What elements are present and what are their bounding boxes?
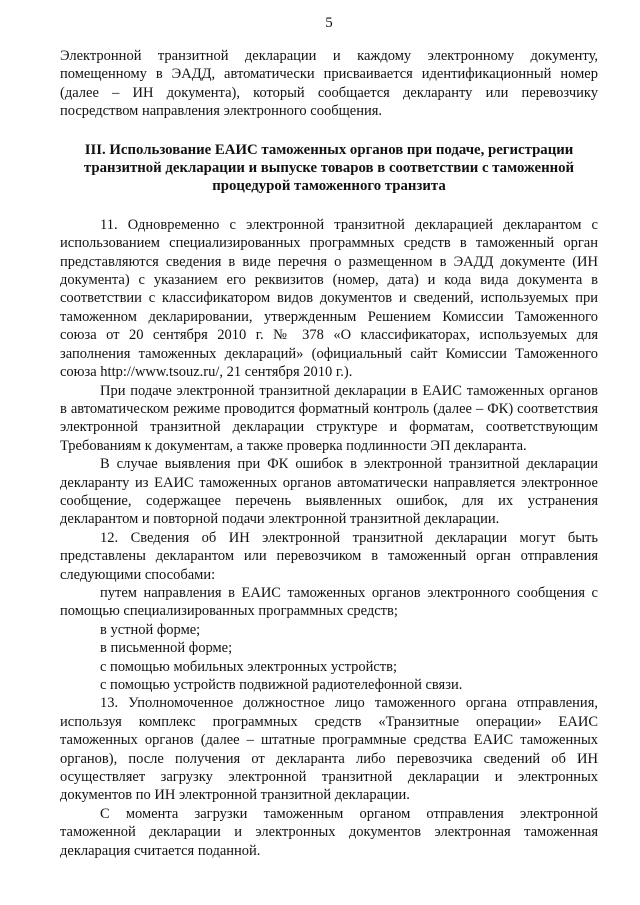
paragraph-method-electronic: путем направления в ЕАИС таможенных органов электронного сообщения с помощью специализированных программных средств; xyxy=(60,584,598,620)
paragraph-error-notice: В случае выявления при ФК ошибок в электронной транзитной декларации декларанту из ЕАИС таможенных органов автоматически направляется электронное сообщение, содержащее перечень выявленных ошибок, для их устранения декларантом и повторной подачи электронной транзитной декларации. xyxy=(60,456,598,528)
intro-paragraph: Электронной транзитной декларации и каждому электронному документу, помещенному в ЭАДД, автоматически присваивается идентификационный номер (далее – ИН документа), который сообщается декларанту или перевозчику посредством направления электронного сообщения. xyxy=(60,48,598,120)
list-item: с помощью мобильных электронных устройств; xyxy=(100,658,397,675)
paragraph-11: 11. Одновременно с электронной транзитной декларацией декларантом с использованием специализированных программных средств в таможенный орган представляются сведения в виде перечня о размещенном в ЭАДД документе (ИН документа) с указанием его реквизитов (номер, дата) и кода вида документа в соответствии с классификатором видов документов и сведений, используемых при таможенном декларировании, утвержденным Решением Комиссии Таможенного союза от 20 сентября 2010 г. № 378 «О классификаторах, используемых для заполнения таможенных деклараций» (официальный сайт Комиссии Таможенного союза http://www.tsouz.ru/, 21 сентября 2010 г.). xyxy=(60,216,598,381)
paragraph-format-control: При подаче электронной транзитной декларации в ЕАИС таможенных органов в автоматическом режиме проводится форматный контроль (далее – ФК) соответствия электронной транзитной декларации структуре и форматам, соответствующим Требованиям к документам, а также проверка подлинности ЭП декларанта. xyxy=(60,382,598,454)
section-body xyxy=(60,216,598,860)
paragraph-12: 12. Сведения об ИН электронной транзитной декларации могут быть представлены декларантом или перевозчиком в таможенный орган отправления следующими способами: xyxy=(60,529,598,583)
page-number: 5 xyxy=(325,15,333,31)
paragraph-submission: С момента загрузки таможенным органом отправления электронной таможенной декларации и электронных документов электронная таможенная декларация считается поданной. xyxy=(60,805,598,859)
list-item: с помощью устройств подвижной радиотелефонной связи. xyxy=(100,677,463,693)
paragraph-13: 13. Уполномоченное должностное лицо таможенного органа отправления, используя комплекс программных средств «Транзитные операции» ЕАИС таможенных органов (далее – штатные программные средства ЕАИС таможенных органов), после получения от декларанта либо перевозчика сведений об ИН осуществляет загрузку электронной транзитной декларации и электронных документов по ИН электронной транзитной декларации. xyxy=(60,695,598,804)
list-item: в письменной форме; xyxy=(100,640,233,657)
list-item: в устной форме; xyxy=(100,621,201,638)
section-heading: III. Использование ЕАИС таможенных органов при подаче, регистрации транзитной декларации и выпуске товаров в соответствии с таможенной процедурой таможенного транзита xyxy=(83,141,575,195)
